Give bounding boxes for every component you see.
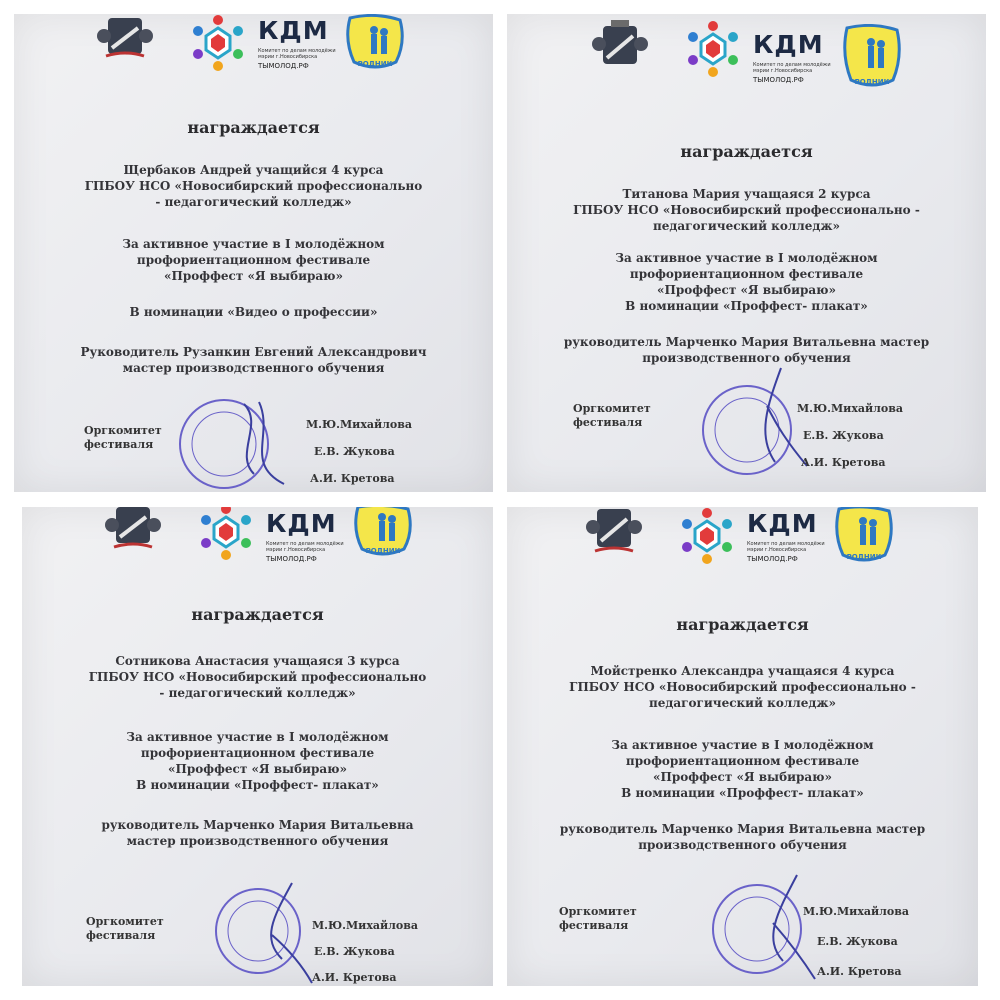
award-heading: награждается bbox=[191, 605, 324, 624]
coat-of-arms-icon bbox=[104, 507, 162, 551]
signatory-3: А.И. Кретова bbox=[310, 472, 395, 485]
college-line-2: - педагогический колледж» bbox=[159, 686, 356, 700]
award-heading: награждается bbox=[680, 142, 813, 161]
award-line-3: «Проффест «Я выбираю» bbox=[653, 770, 832, 784]
supervisor-line-2: мастер производственного обучения bbox=[122, 361, 385, 375]
signatory-3: А.И. Кретова bbox=[817, 965, 902, 978]
org-line-2: фестиваля bbox=[86, 929, 156, 942]
logo-row bbox=[591, 20, 931, 86]
rodnik-logo bbox=[833, 507, 895, 563]
supervisor-line-2: мастер производственного обучения bbox=[126, 834, 389, 848]
org-line-2: фестиваля bbox=[559, 919, 629, 932]
supervisor-block bbox=[34, 344, 473, 376]
college-line-2: - педагогический колледж» bbox=[155, 195, 352, 209]
recipient-name: Сотникова Анастасия учащаяся 3 курса bbox=[115, 654, 400, 668]
rodnik-text: РОДНИК bbox=[365, 547, 401, 555]
recipient-name: Титанова Мария учащаяся 2 курса bbox=[622, 187, 871, 201]
kdm-subtitle: Комитет по делам молодёжи мэрии г.Новосибирска bbox=[258, 48, 336, 60]
logo-row bbox=[96, 14, 436, 76]
award-reason bbox=[42, 729, 473, 793]
supervisor-line-1: Руководитель Рузанкин Евгений Александрович bbox=[80, 345, 427, 359]
kdm-title: КДМ bbox=[747, 509, 818, 538]
supervisor-line-2: производственного обучения bbox=[642, 351, 851, 365]
college-line-1: ГПБОУ НСО «Новосибирский профессионально - bbox=[573, 203, 920, 217]
nomination: В номинации «Проффест- плакат» bbox=[621, 786, 864, 800]
supervisor-block bbox=[527, 334, 966, 366]
award-line-1: За активное участие в I молодёжном bbox=[126, 730, 389, 744]
signatory-2: Е.В. Жукова bbox=[314, 945, 395, 958]
coat-of-arms-icon bbox=[96, 14, 154, 58]
award-line-3: «Проффест «Я выбираю» bbox=[657, 283, 836, 297]
certificate-photo bbox=[14, 14, 493, 492]
award-reason bbox=[527, 737, 958, 801]
award-line-2: профориентационном фестивале bbox=[136, 253, 371, 267]
kdm-site: ТЫМОЛОД.РФ bbox=[753, 76, 804, 84]
award-heading: награждается bbox=[187, 118, 320, 137]
signatory-2: Е.В. Жукова bbox=[314, 445, 395, 458]
recipient-block bbox=[34, 162, 473, 210]
kdm-site: ТЫМОЛОД.РФ bbox=[266, 555, 317, 563]
certificate-photo bbox=[507, 14, 986, 492]
signatory-1: М.Ю.Михайлова bbox=[312, 919, 419, 932]
rodnik-logo bbox=[841, 24, 903, 90]
recipient-name: Щербаков Андрей учащийся 4 курса bbox=[123, 163, 384, 177]
organizing-committee bbox=[559, 905, 637, 933]
coat-of-arms-icon bbox=[591, 20, 649, 68]
supervisor-block bbox=[527, 821, 958, 853]
college-line-1: ГПБОУ НСО «Новосибирский профессионально bbox=[84, 179, 423, 193]
org-line-1: Оргкомитет bbox=[86, 915, 164, 928]
kdm-title: КДМ bbox=[266, 509, 337, 538]
signatory-2: Е.В. Жукова bbox=[803, 429, 884, 442]
award-reason bbox=[34, 236, 473, 284]
round-stamp-icon bbox=[174, 394, 304, 490]
award-line-1: За активное участие в I молодёжном bbox=[611, 738, 874, 752]
kdm-star-logo-icon bbox=[188, 14, 248, 72]
signatory-1: М.Ю.Михайлова bbox=[803, 905, 910, 918]
kdm-subtitle: Комитет по делам молодёжи мэрии г.Новосибирска bbox=[266, 541, 344, 553]
org-line-1: Оргкомитет bbox=[573, 402, 651, 415]
rodnik-text: РОДНИК bbox=[854, 78, 890, 86]
organizing-committee bbox=[86, 915, 164, 943]
award-line-3: «Проффест «Я выбираю» bbox=[168, 762, 347, 776]
certificate-photo bbox=[507, 507, 978, 986]
supervisor-line-1: руководитель Марченко Мария Витальевна мастер bbox=[559, 822, 926, 836]
signatory-3: А.И. Кретова bbox=[801, 456, 886, 469]
award-line-2: профориентационном фестивале bbox=[629, 267, 864, 281]
supervisor-line-1: руководитель Марченко Мария Витальевна мастер bbox=[563, 335, 930, 349]
recipient-block bbox=[527, 663, 958, 711]
signatory-1: М.Ю.Михайлова bbox=[797, 402, 904, 415]
college-line-2: педагогический колледж» bbox=[652, 219, 840, 233]
supervisor-line-2: производственного обучения bbox=[638, 838, 847, 852]
kdm-star-logo-icon bbox=[196, 507, 256, 561]
nomination: В номинации «Проффест- плакат» bbox=[625, 299, 868, 313]
org-line-1: Оргкомитет bbox=[84, 424, 162, 437]
signatory-1: М.Ю.Михайлова bbox=[306, 418, 413, 431]
organizing-committee bbox=[84, 424, 162, 452]
award-line-3: «Проффест «Я выбираю» bbox=[164, 269, 343, 283]
logo-row bbox=[104, 507, 444, 569]
signatory-2: Е.В. Жукова bbox=[817, 935, 898, 948]
nomination: В номинации «Проффест- плакат» bbox=[136, 778, 379, 792]
kdm-site: ТЫМОЛОД.РФ bbox=[747, 555, 798, 563]
coat-of-arms-icon bbox=[585, 507, 643, 553]
kdm-title: КДМ bbox=[753, 30, 824, 59]
org-line-2: фестиваля bbox=[84, 438, 154, 451]
recipient-name: Мойстренко Александра учащаяся 4 курса bbox=[590, 664, 895, 678]
recipient-block bbox=[42, 653, 473, 701]
signatory-3: А.И. Кретова bbox=[312, 971, 397, 984]
rodnik-logo bbox=[344, 14, 406, 70]
award-line-2: профориентационном фестивале bbox=[140, 746, 375, 760]
kdm-subtitle: Комитет по делам молодёжи мэрии г.Новосибирска bbox=[753, 62, 831, 74]
award-heading: награждается bbox=[676, 615, 809, 634]
rodnik-logo bbox=[352, 507, 414, 557]
logo-row bbox=[585, 507, 925, 569]
college-line-1: ГПБОУ НСО «Новосибирский профессионально - bbox=[569, 680, 916, 694]
org-line-1: Оргкомитет bbox=[559, 905, 637, 918]
supervisor-line-1: руководитель Марченко Мария Витальевна bbox=[101, 818, 414, 832]
college-line-1: ГПБОУ НСО «Новосибирский профессионально bbox=[88, 670, 427, 684]
org-line-2: фестиваля bbox=[573, 416, 643, 429]
college-line-2: педагогический колледж» bbox=[648, 696, 836, 710]
award-line-2: профориентационном фестивале bbox=[625, 754, 860, 768]
rodnik-text: РОДНИК bbox=[846, 553, 882, 561]
kdm-star-logo-icon bbox=[683, 20, 743, 78]
nomination: В номинации «Видео о профессии» bbox=[129, 305, 378, 319]
round-stamp-icon bbox=[212, 879, 332, 985]
supervisor-block bbox=[42, 817, 473, 849]
rodnik-text: РОДНИК bbox=[357, 60, 393, 68]
award-line-1: За активное участие в I молодёжном bbox=[122, 237, 385, 251]
kdm-site: ТЫМОЛОД.РФ bbox=[258, 62, 309, 70]
kdm-title: КДМ bbox=[258, 16, 329, 45]
award-reason bbox=[527, 250, 966, 314]
certificate-photo bbox=[22, 507, 493, 986]
organizing-committee bbox=[573, 402, 651, 430]
kdm-star-logo-icon bbox=[677, 507, 737, 565]
recipient-block bbox=[527, 186, 966, 234]
award-line-1: За активное участие в I молодёжном bbox=[615, 251, 878, 265]
kdm-subtitle: Комитет по делам молодёжи мэрии г.Новосибирска bbox=[747, 541, 825, 553]
